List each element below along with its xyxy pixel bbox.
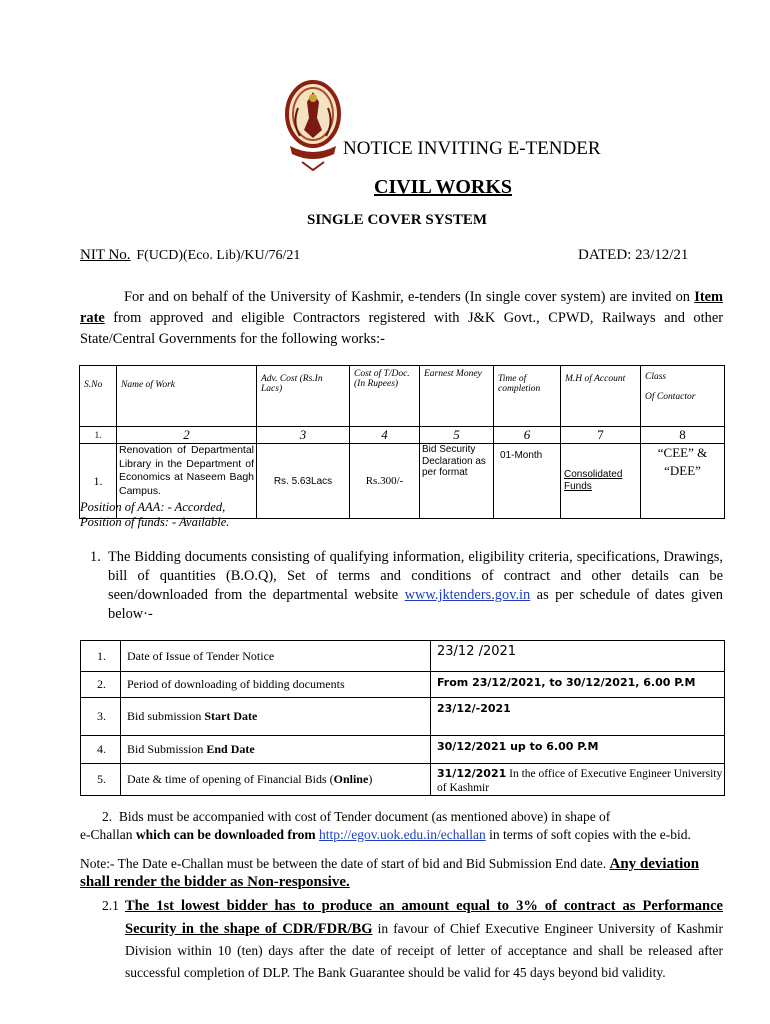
cover-system-heading: SINGLE COVER SYSTEM xyxy=(307,212,488,228)
cell-sno: 1. xyxy=(80,444,117,519)
notice-title: NOTICE INVITING E-TENDER xyxy=(343,138,601,159)
schedule-label: Date & time of opening of Financial Bids (Online) xyxy=(121,764,431,796)
point-2-1 xyxy=(80,895,723,983)
intro-bold: Item rate xyxy=(80,289,723,326)
col-number: 7 xyxy=(561,427,641,444)
point-2-1-bold: The 1st lowest bidder has to produce an amount equal to 3% of contract as Performance Security in the shape of CDR/FDR/BG xyxy=(125,898,723,937)
point-2 xyxy=(80,808,730,844)
schedule-sn: 2. xyxy=(81,672,121,698)
schedule-value: 23/12/-2021 xyxy=(431,698,725,736)
cell-account: Consolidated Funds xyxy=(561,444,641,519)
intro-paragraph xyxy=(80,287,723,350)
schedule-table xyxy=(80,640,725,796)
jktenders-link[interactable]: www.jktenders.gov.in xyxy=(404,587,531,603)
note-text: Note:- The Date e-Challan must be between the date of start of bid and Bid Submission End date. xyxy=(80,856,610,871)
schedule-value: 23/12 /2021 xyxy=(431,641,725,672)
schedule-label: Bid Submission End Date xyxy=(121,736,431,764)
col-header-doc-cost: Cost of T/Doc. (In Rupees) xyxy=(350,366,420,427)
table-row xyxy=(81,672,725,698)
col-number: 5 xyxy=(420,427,494,444)
positions-block xyxy=(80,500,229,530)
position-funds: Position of funds: - Available. xyxy=(80,515,230,529)
schedule-sn: 3. xyxy=(81,698,121,736)
col-number: 4 xyxy=(350,427,420,444)
point-2-number: 2. xyxy=(102,809,113,824)
university-seal-logo xyxy=(284,78,342,173)
works-table xyxy=(79,365,725,519)
point-2-1-text: in favour of Chief Executive Engineer University of Kashmir Division within 10 (ten) days after the date of receipt of letter of acceptance and shall be released after successful completion of DLP. The Bank Guarantee should be valid for 45 days beyond bid validity. xyxy=(125,920,723,980)
intro-rest: from approved and eligible Contractors registered with J&K Govt., CPWD, Railways and other State/Central Governments for the following works:- xyxy=(80,310,723,347)
nit-label: NIT No. xyxy=(80,247,131,263)
nit-number xyxy=(80,247,300,264)
col-header-sno: S.No xyxy=(80,366,117,427)
cell-earnest: Bid Security Declaration as per format xyxy=(420,444,494,519)
dated-text: DATED: 23/12/21 xyxy=(578,247,689,263)
note-bold: Any deviation shall render the bidder as Non-responsive. xyxy=(80,856,700,890)
point-2-bold: which can be downloaded from xyxy=(135,827,320,842)
schedule-sn: 1. xyxy=(81,641,121,672)
point-1 xyxy=(80,548,723,624)
position-aaa: Position of AAA: - Accorded, xyxy=(80,500,226,514)
table-row xyxy=(81,641,725,672)
col-number: 2 xyxy=(117,427,257,444)
echallan-link[interactable]: http://egov.uok.edu.in/echallan xyxy=(319,827,486,842)
nit-value: F(UCD)(Eco. Lib)/KU/76/21 xyxy=(136,248,301,263)
point-1-text-b: as per schedule of dates given below·- xyxy=(108,587,723,622)
schedule-label: Bid submission Start Date xyxy=(121,698,431,736)
note-paragraph xyxy=(80,855,730,891)
works-table-header xyxy=(80,366,725,427)
point-2-text-a: Bids must be accompanied with cost of Tender document (as mentioned above) in shape of xyxy=(118,809,611,824)
schedule-label: Date of Issue of Tender Notice xyxy=(121,641,431,672)
col-number: 3 xyxy=(257,427,350,444)
schedule-sn: 5. xyxy=(81,764,121,796)
col-header-adv-cost: Adv. Cost (Rs.In Lacs) xyxy=(257,366,350,427)
point-1-text-a: The Bidding documents consisting of qualifying information, eligibility criteria, specifications, Drawings, bill of quantities (B.O.Q), Set of terms and conditions of contract and other details can be seen/downloaded from the departmental website xyxy=(108,549,723,603)
col-header-earnest: Earnest Money xyxy=(420,366,494,427)
col-number: 6 xyxy=(494,427,561,444)
cell-class: “CEE” & “DEE” xyxy=(641,444,725,519)
point-2-text-c: in terms of soft copies with the e-bid. xyxy=(485,827,691,842)
works-table-number-row xyxy=(80,427,725,444)
schedule-sn: 4. xyxy=(81,736,121,764)
col-header-work: Name of Work xyxy=(117,366,257,427)
col-header-class: Class Of Contactor xyxy=(641,366,725,427)
table-row xyxy=(81,736,725,764)
col-number: 1. xyxy=(80,427,117,444)
cell-time: 01-Month xyxy=(494,444,561,519)
col-header-time: Time of completion xyxy=(494,366,561,427)
col-number: 8 xyxy=(641,427,725,444)
schedule-value: 31/12/2021 In the office of Executive Engineer University of Kashmir xyxy=(431,764,725,796)
point-1-number: 1. xyxy=(90,549,101,565)
intro-lead: For and on behalf of the University of Kashmir, e-tenders (In single cover system) are invited on xyxy=(124,289,695,305)
point-2-1-number: 2.1 xyxy=(102,898,119,913)
schedule-value: From 23/12/2021, to 30/12/2021, 6.00 P.M xyxy=(431,672,725,698)
col-header-account: M.H of Account xyxy=(561,366,641,427)
schedule-label: Period of downloading of bidding documents xyxy=(121,672,431,698)
civil-works-heading: CIVIL WORKS xyxy=(374,176,513,198)
point-2-text-b: e-Challan xyxy=(80,827,136,842)
schedule-value: 30/12/2021 up to 6.00 P.M xyxy=(431,736,725,764)
cell-adv-cost: Rs. 5.63Lacs xyxy=(257,444,350,519)
table-row xyxy=(81,764,725,796)
table-row xyxy=(81,698,725,736)
cell-doc-cost: Rs.300/- xyxy=(350,444,420,519)
cell-work: Renovation of Departmental Library in the Department of Economics at Naseem Bagh Campus. xyxy=(117,444,257,519)
